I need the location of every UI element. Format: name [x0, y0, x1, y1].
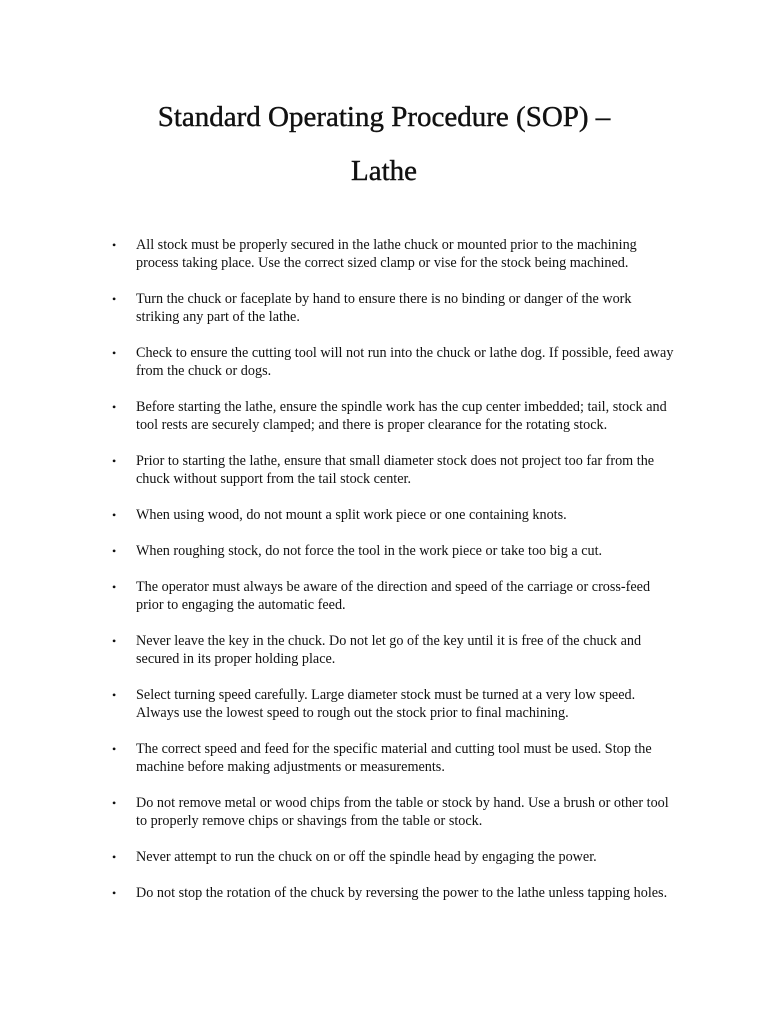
list-item-text: Turn the chuck or faceplate by hand to ensure there is no binding or danger of the work striking any part of the lathe. [136, 291, 632, 325]
bullet-icon: • [112, 742, 117, 756]
list-item [0, 506, 676, 524]
list-item [0, 542, 676, 560]
bullet-icon: • [112, 688, 117, 702]
title-line-2: Lathe [350, 155, 417, 187]
list-item-text: When using wood, do not mount a split work piece or one containing knots. [136, 507, 567, 523]
bullet-icon: • [112, 400, 117, 414]
list-item-text: Check to ensure the cutting tool will not run into the chuck or lathe dog. If possible, feed away from the chuck or dogs. [136, 345, 674, 379]
bullet-icon: • [112, 508, 117, 522]
list-item-text: Prior to starting the lathe, ensure that small diameter stock does not project too far from the chuck without support from the tail stock center. [136, 453, 655, 487]
list-item-text: The correct speed and feed for the specific material and cutting tool must be used. Stop the machine before making adjustments or measurements. [136, 741, 652, 775]
bullet-icon: • [112, 850, 117, 864]
bullet-icon: • [112, 580, 117, 594]
list-item [0, 686, 676, 722]
list-item [0, 452, 676, 488]
list-item-text: Do not stop the rotation of the chuck by reversing the power to the lathe unless tapping holes. [136, 885, 668, 901]
list-item [0, 848, 676, 866]
bullet-icon: • [112, 634, 117, 648]
bullet-icon: • [112, 796, 117, 810]
title-line-1: Standard Operating Procedure (SOP) – [157, 101, 611, 133]
list-item [0, 236, 676, 272]
bullet-icon: • [112, 346, 117, 360]
list-item-text: All stock must be properly secured in the lathe chuck or mounted prior to the machining process taking place. Use the correct sized clamp or vise for the stock being machined. [136, 237, 637, 271]
list-item-text: Do not remove metal or wood chips from the table or stock by hand. Use a brush or other tool to properly remove chips or shavings from the table or stock. [136, 795, 669, 829]
list-item-text: The operator must always be aware of the direction and speed of the carriage or cross-feed prior to engaging the automatic feed. [136, 579, 651, 613]
page-title [0, 90, 768, 198]
list-item [0, 398, 676, 434]
list-item [0, 290, 676, 326]
procedure-list [0, 236, 768, 920]
bullet-icon: • [112, 886, 117, 900]
bullet-icon: • [112, 454, 117, 468]
list-item-text: When roughing stock, do not force the tool in the work piece or take too big a cut. [136, 543, 603, 559]
list-item [0, 632, 676, 668]
list-item [0, 884, 676, 902]
list-item-text: Never attempt to run the chuck on or off the spindle head by engaging the power. [136, 849, 597, 865]
list-item [0, 740, 676, 776]
list-item-text: Before starting the lathe, ensure the spindle work has the cup center imbedded; tail, stock and tool rests are securely clamped; and there is proper clearance for the rotating stock. [136, 399, 667, 433]
list-item-text: Never leave the key in the chuck. Do not let go of the key until it is free of the chuck and secured in its proper holding place. [136, 633, 642, 667]
bullet-icon: • [112, 238, 117, 252]
bullet-icon: • [112, 292, 117, 306]
list-item [0, 344, 676, 380]
bullet-icon: • [112, 544, 117, 558]
list-item [0, 794, 676, 830]
list-item [0, 578, 676, 614]
list-item-text: Select turning speed carefully. Large diameter stock must be turned at a very low speed. Always use the lowest speed to rough out the stock prior to final machining. [136, 687, 636, 721]
